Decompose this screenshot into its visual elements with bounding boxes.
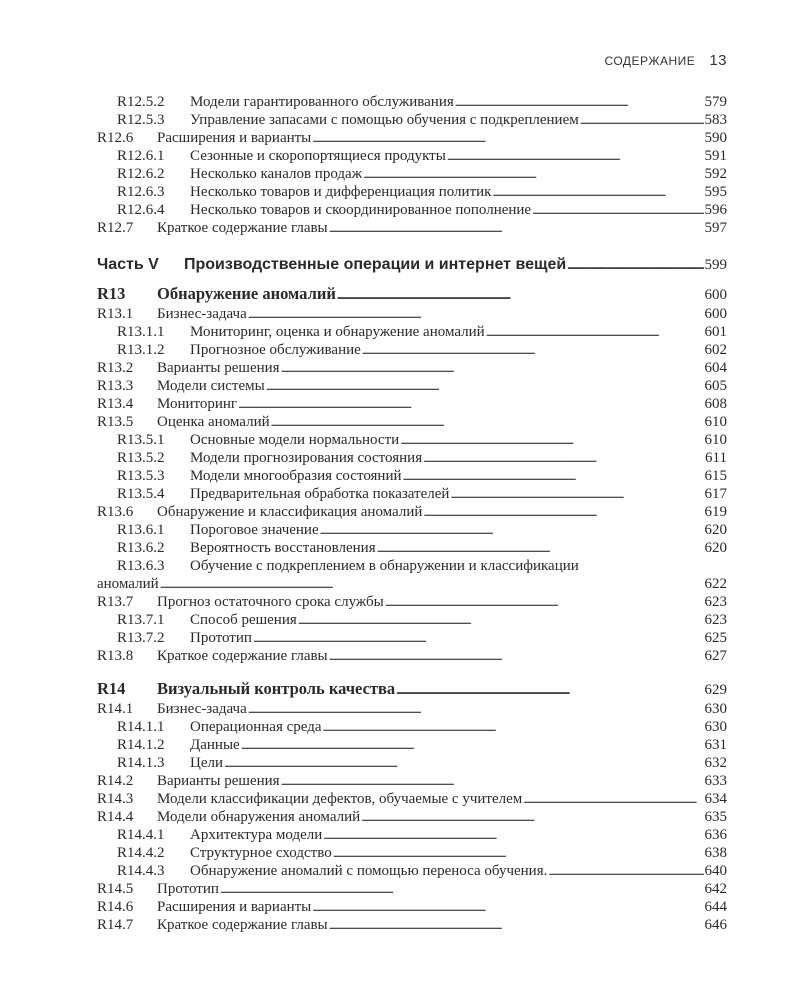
toc-entry[interactable] bbox=[97, 772, 727, 790]
toc-entry[interactable] bbox=[97, 844, 727, 862]
entry-number: R14.1.2 bbox=[117, 737, 165, 753]
entry-page: 602 bbox=[704, 342, 727, 358]
entry-title: Прогноз остаточного срока службы bbox=[157, 594, 384, 610]
entry-title: Краткое содержание главы bbox=[157, 648, 328, 664]
entry-title: Модели классификации дефектов, обучаемые с учителем bbox=[157, 791, 523, 807]
leader-dots bbox=[298, 611, 704, 629]
toc-entry bbox=[97, 557, 727, 575]
toc-entry[interactable] bbox=[97, 431, 727, 449]
leader-dots bbox=[329, 219, 704, 237]
entry-number: R13.1.2 bbox=[117, 342, 165, 358]
leader-dots bbox=[281, 359, 704, 377]
entry-page: 592 bbox=[704, 166, 727, 182]
leader-dots bbox=[580, 111, 704, 129]
entry-page: 596 bbox=[704, 202, 727, 218]
toc-entry[interactable] bbox=[97, 647, 727, 665]
entry-number: R14.1.3 bbox=[117, 755, 165, 771]
entry-number: R14.4.1 bbox=[117, 827, 165, 843]
toc-entry[interactable] bbox=[97, 377, 727, 395]
entry-page: 610 bbox=[704, 414, 727, 430]
leader-dots bbox=[492, 183, 703, 201]
entry-number: R13.6.2 bbox=[117, 540, 165, 556]
leader-dots bbox=[281, 772, 704, 790]
entry-number: R13.7.2 bbox=[117, 630, 165, 646]
entry-page: 590 bbox=[704, 130, 727, 146]
leader-dots bbox=[450, 485, 703, 503]
entry-number: R13.3 bbox=[97, 378, 134, 394]
entry-number: R14.7 bbox=[97, 917, 134, 933]
entry-title: Способ решения bbox=[190, 612, 297, 628]
entry-number: R12.6.1 bbox=[117, 148, 165, 164]
entry-number: R13.1 bbox=[97, 306, 134, 322]
leader-dots bbox=[403, 467, 704, 485]
leader-dots bbox=[238, 395, 703, 413]
leader-dots bbox=[224, 754, 703, 772]
entry-number: R13.6 bbox=[97, 504, 134, 520]
leader-dots bbox=[312, 898, 703, 916]
leader-dots bbox=[220, 880, 704, 898]
entry-number: Часть V bbox=[97, 256, 159, 273]
entry-number: R13.1.1 bbox=[117, 324, 165, 340]
leader-dots bbox=[486, 323, 704, 341]
entry-page: 579 bbox=[704, 94, 727, 110]
leader-dots bbox=[361, 808, 703, 826]
leader-dots bbox=[253, 629, 704, 647]
entry-page: 634 bbox=[704, 791, 727, 807]
entry-number: R14 bbox=[97, 679, 126, 698]
entry-title: Бизнес-задача bbox=[157, 306, 247, 322]
entry-number: R14.2 bbox=[97, 773, 134, 789]
entry-title: Прототип bbox=[157, 881, 219, 897]
leader-dots bbox=[385, 593, 704, 611]
toc-entry[interactable] bbox=[97, 359, 727, 377]
entry-number: R13.6.3 bbox=[117, 558, 165, 574]
toc-entry[interactable] bbox=[97, 485, 727, 503]
entry-title: Расширения и варианты bbox=[157, 899, 312, 915]
running-header-section: СОДЕРЖАНИЕ bbox=[604, 54, 696, 68]
entry-title: Бизнес-задача bbox=[157, 701, 247, 717]
toc-entry[interactable] bbox=[97, 539, 727, 557]
toc-entry[interactable] bbox=[97, 503, 727, 521]
toc-entry[interactable] bbox=[97, 147, 727, 165]
entry-number: R12.7 bbox=[97, 220, 134, 236]
leader-dots bbox=[320, 521, 704, 539]
leader-dots bbox=[523, 790, 703, 808]
entry-title: Модели многообразия состояний bbox=[190, 468, 402, 484]
entry-title: Мониторинг bbox=[157, 396, 238, 412]
entry-title: Несколько товаров и дифференциация политик bbox=[190, 184, 492, 200]
entry-page: 630 bbox=[704, 701, 727, 717]
toc-entry[interactable] bbox=[97, 93, 727, 111]
toc-entry[interactable] bbox=[97, 700, 727, 718]
leader-dots bbox=[248, 305, 704, 323]
entry-title: Управление запасами с помощью обучения с подкреплением bbox=[190, 112, 579, 128]
toc-entry[interactable] bbox=[97, 629, 727, 647]
leader-dots bbox=[160, 575, 704, 593]
entry-page: 625 bbox=[704, 630, 727, 646]
entry-page: 610 bbox=[704, 432, 727, 448]
toc-chapter-entry[interactable] bbox=[97, 283, 727, 305]
entry-page: 605 bbox=[704, 378, 727, 394]
leader-dots bbox=[423, 449, 704, 467]
entry-title: Обнаружение аномалий bbox=[157, 284, 336, 303]
entry-page: 623 bbox=[704, 612, 727, 628]
toc-entry[interactable] bbox=[97, 219, 727, 237]
toc-entry[interactable] bbox=[97, 718, 727, 736]
entry-number: R13.5.3 bbox=[117, 468, 165, 484]
entry-title: Прототип bbox=[190, 630, 252, 646]
entry-page: 631 bbox=[704, 737, 727, 753]
entry-page: 622 bbox=[704, 576, 727, 592]
entry-number: R13.5.1 bbox=[117, 432, 165, 448]
toc-entry[interactable] bbox=[97, 808, 727, 826]
entry-title: Варианты решения bbox=[157, 773, 280, 789]
entry-page: 599 bbox=[704, 257, 727, 273]
entry-page: 600 bbox=[704, 287, 727, 303]
entry-number: R12.6.3 bbox=[117, 184, 165, 200]
entry-title: Модели прогнозирования состояния bbox=[190, 450, 423, 466]
entry-number: R13.7.1 bbox=[117, 612, 165, 628]
toc-entry[interactable] bbox=[97, 413, 727, 431]
entry-page: 636 bbox=[704, 827, 727, 843]
entry-title: Сезонные и скоропортящиеся продукты bbox=[190, 148, 446, 164]
table-of-contents bbox=[97, 93, 727, 934]
leader-dots bbox=[567, 254, 703, 276]
leader-dots bbox=[455, 93, 704, 111]
leader-dots bbox=[400, 431, 703, 449]
entry-title: Вероятность восстановления bbox=[190, 540, 376, 556]
entry-title: Цели bbox=[190, 755, 224, 771]
entry-number: R13.5.2 bbox=[117, 450, 165, 466]
entry-title: Оценка аномалий bbox=[157, 414, 270, 430]
entry-number: R14.1.1 bbox=[117, 719, 165, 735]
entry-page: 638 bbox=[704, 845, 727, 861]
entry-number: R14.4.2 bbox=[117, 845, 165, 861]
entry-title: Данные bbox=[190, 737, 240, 753]
entry-page: 583 bbox=[704, 112, 727, 128]
entry-page: 630 bbox=[704, 719, 727, 735]
entry-number: R14.4.3 bbox=[117, 863, 165, 879]
toc-entry[interactable] bbox=[97, 165, 727, 183]
leader-dots bbox=[266, 377, 704, 395]
entry-title: Архитектура модели bbox=[190, 827, 323, 843]
entry-page: 604 bbox=[704, 360, 727, 376]
toc-entry[interactable] bbox=[97, 129, 727, 147]
entry-title: Несколько каналов продаж bbox=[190, 166, 363, 182]
entry-title: Варианты решения bbox=[157, 360, 280, 376]
entry-number: R13.6.1 bbox=[117, 522, 165, 538]
entry-page: 644 bbox=[704, 899, 727, 915]
toc-entry[interactable] bbox=[97, 593, 727, 611]
entry-title: Основные модели нормальности bbox=[190, 432, 400, 448]
entry-number: R12.6 bbox=[97, 130, 134, 146]
toc-entry[interactable] bbox=[97, 467, 727, 485]
toc-entry[interactable] bbox=[97, 898, 727, 916]
leader-dots bbox=[329, 647, 704, 665]
entry-title: Визуальный контроль качества bbox=[157, 679, 396, 698]
entry-title: Несколько товаров и скоординированное пополнение bbox=[190, 202, 532, 218]
leader-dots bbox=[241, 736, 704, 754]
entry-page: 627 bbox=[704, 648, 727, 664]
entry-number: R12.6.4 bbox=[117, 202, 165, 218]
leader-dots bbox=[329, 916, 704, 934]
toc-part-entry[interactable] bbox=[97, 254, 727, 276]
entry-title: Структурное сходство bbox=[190, 845, 332, 861]
entry-page: 601 bbox=[704, 324, 727, 340]
toc-entry[interactable] bbox=[97, 449, 727, 467]
entry-title-continuation: аномалий bbox=[97, 576, 159, 592]
entry-number: R12.5.2 bbox=[117, 94, 165, 110]
entry-title: Пороговое значение bbox=[190, 522, 319, 538]
entry-title: Обнаружение и классификация аномалий bbox=[157, 504, 423, 520]
toc-entry[interactable] bbox=[97, 521, 727, 539]
toc-entry-continuation bbox=[97, 575, 727, 593]
entry-number: R13 bbox=[97, 284, 126, 303]
entry-title: Производственные операции и интернет вещей bbox=[184, 256, 567, 273]
toc-entry[interactable] bbox=[97, 862, 727, 880]
entry-number: R14.4 bbox=[97, 809, 134, 825]
toc-entry[interactable] bbox=[97, 736, 727, 754]
entry-page: 617 bbox=[704, 486, 727, 502]
entry-number: R13.5 bbox=[97, 414, 134, 430]
leader-dots bbox=[312, 129, 703, 147]
toc-entry[interactable] bbox=[97, 880, 727, 898]
entry-number: R12.5.3 bbox=[117, 112, 165, 128]
entry-number: R13.7 bbox=[97, 594, 134, 610]
leader-dots bbox=[337, 283, 704, 306]
entry-page: 633 bbox=[704, 773, 727, 789]
entry-page: 642 bbox=[704, 881, 727, 897]
entry-page: 623 bbox=[704, 594, 727, 610]
entry-page: 646 bbox=[704, 917, 727, 933]
entry-number: R13.2 bbox=[97, 360, 134, 376]
entry-title: Обнаружение аномалий с помощью переноса обучения. bbox=[190, 863, 548, 879]
leader-dots bbox=[548, 862, 703, 880]
leader-dots bbox=[423, 503, 703, 521]
entry-number: R13.8 bbox=[97, 648, 134, 664]
entry-page: 608 bbox=[704, 396, 727, 412]
entry-title: Модели гарантированного обслуживания bbox=[190, 94, 454, 110]
toc-entry[interactable] bbox=[97, 754, 727, 772]
entry-number: R14.5 bbox=[97, 881, 134, 897]
entry-page: 611 bbox=[705, 450, 727, 466]
toc-entry[interactable] bbox=[97, 111, 727, 129]
entry-title: Предварительная обработка показателей bbox=[190, 486, 450, 502]
toc-entry[interactable] bbox=[97, 201, 727, 219]
toc-entry[interactable] bbox=[97, 826, 727, 844]
leader-dots bbox=[396, 678, 703, 701]
entry-page: 591 bbox=[704, 148, 727, 164]
entry-title: Модели системы bbox=[157, 378, 265, 394]
toc-entry[interactable] bbox=[97, 305, 727, 323]
entry-number: R13.5.4 bbox=[117, 486, 165, 502]
toc-entry[interactable] bbox=[97, 916, 727, 934]
leader-dots bbox=[333, 844, 704, 862]
entry-title: Операционная среда bbox=[190, 719, 322, 735]
page-number: 13 bbox=[709, 52, 727, 69]
toc-entry[interactable] bbox=[97, 341, 727, 359]
entry-page: 597 bbox=[704, 220, 727, 236]
entry-page: 619 bbox=[704, 504, 727, 520]
entry-page: 620 bbox=[704, 540, 727, 556]
entry-page: 635 bbox=[704, 809, 727, 825]
running-header bbox=[604, 52, 727, 69]
entry-title: Прогнозное обслуживание bbox=[190, 342, 361, 358]
leader-dots bbox=[532, 201, 703, 219]
entry-title: Обучение с подкреплением в обнаружении и классификации bbox=[190, 558, 579, 574]
leader-dots bbox=[323, 718, 704, 736]
leader-dots bbox=[447, 147, 704, 165]
entry-number: R12.6.2 bbox=[117, 166, 165, 182]
toc-entry[interactable] bbox=[97, 183, 727, 201]
entry-page: 600 bbox=[704, 306, 727, 322]
entry-title: Краткое содержание главы bbox=[157, 220, 328, 236]
entry-number: R14.3 bbox=[97, 791, 134, 807]
entry-number: R14.1 bbox=[97, 701, 134, 717]
entry-number: R14.6 bbox=[97, 899, 134, 915]
entry-page: 640 bbox=[704, 863, 727, 879]
entry-page: 632 bbox=[704, 755, 727, 771]
entry-title: Краткое содержание главы bbox=[157, 917, 328, 933]
entry-title: Модели обнаружения аномалий bbox=[157, 809, 361, 825]
entry-page: 615 bbox=[704, 468, 727, 484]
entry-page: 595 bbox=[704, 184, 727, 200]
entry-title: Мониторинг, оценка и обнаружение аномалий bbox=[190, 324, 485, 340]
toc-chapter-entry[interactable] bbox=[97, 678, 727, 700]
toc-entry[interactable] bbox=[97, 395, 727, 413]
toc-entry[interactable] bbox=[97, 611, 727, 629]
leader-dots bbox=[323, 826, 703, 844]
leader-dots bbox=[377, 539, 704, 557]
toc-entry[interactable] bbox=[97, 323, 727, 341]
entry-number: R13.4 bbox=[97, 396, 134, 412]
leader-dots bbox=[362, 341, 704, 359]
entry-title: Расширения и варианты bbox=[157, 130, 312, 146]
leader-dots bbox=[271, 413, 704, 431]
leader-dots bbox=[363, 165, 703, 183]
toc-entry[interactable] bbox=[97, 790, 727, 808]
entry-page: 620 bbox=[704, 522, 727, 538]
entry-page: 629 bbox=[704, 682, 727, 698]
leader-dots bbox=[248, 700, 704, 718]
